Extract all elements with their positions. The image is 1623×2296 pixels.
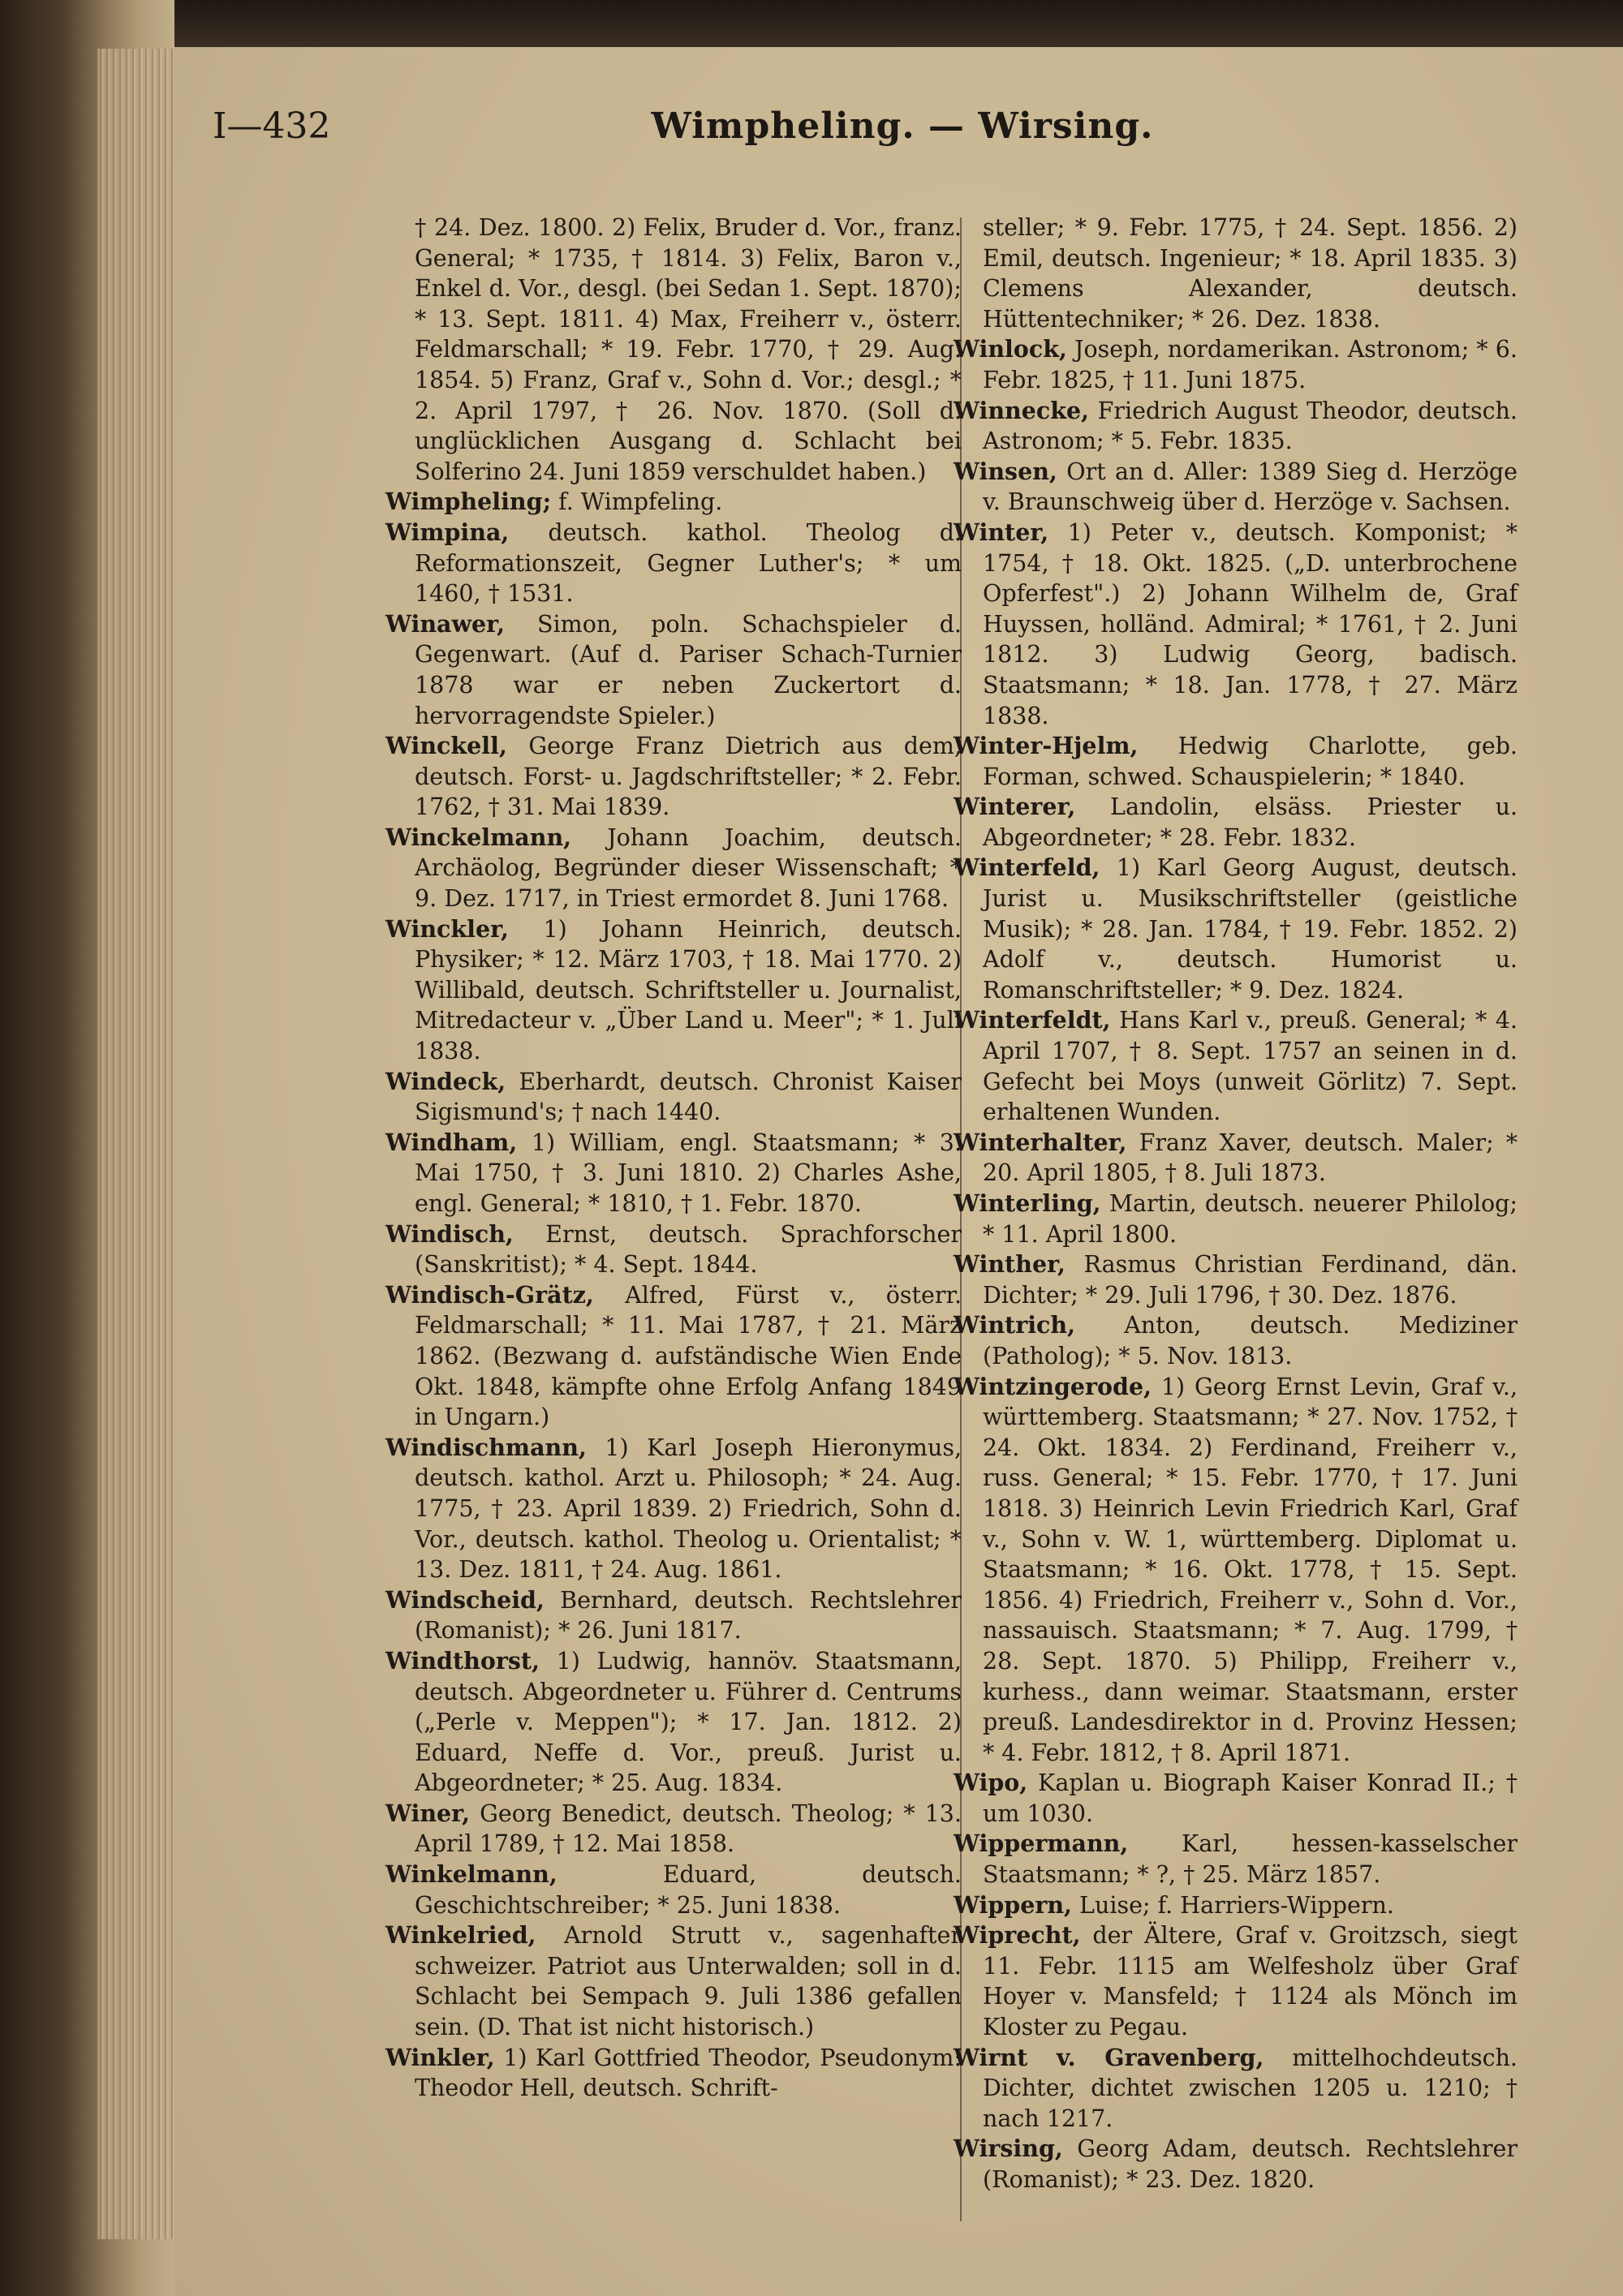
entry-headword: Winer, [385, 1799, 471, 1827]
entry-headword: Wintrich, [954, 1311, 1076, 1339]
entry-text: Hedwig Charlotte, geb. Forman, schwed. Schauspielerin; * 1840. [983, 733, 1518, 790]
entry-text: Eduard, deutsch. Geschichtschreiber; * 25. Juni 1838. [415, 1861, 962, 1919]
page-header [213, 105, 1592, 170]
entry-text: 1) Ludwig, hannöv. Staatsmann, deutsch. Abgeordneter u. Führer d. Centrums („Perle v. Meppen"); * 17. Jan. 1812. 2) Eduard, Neffe d. Vor., preuß. Jurist u. Abgeordneter; * 25. Aug. 1834. [415, 1647, 962, 1797]
entry-headword: Wirnt v. Gravenberg, [954, 2043, 1264, 2071]
entry-text: Luise; f. Harriers-Wippern. [1079, 1891, 1394, 1919]
dictionary-entry [954, 1310, 1518, 1371]
dictionary-entry [954, 1829, 1518, 1890]
dictionary-entry [385, 1860, 962, 1920]
dictionary-entry [954, 1920, 1518, 2042]
page-leaves [97, 49, 174, 2239]
dictionary-entry [954, 1005, 1518, 1127]
entry-text: Ort an d. Aller: 1389 Sieg d. Herzöge v. Braunschweig über d. Herzöge v. Sachsen. [983, 458, 1518, 516]
dictionary-entry [385, 1920, 962, 2042]
dictionary-entry [954, 1768, 1518, 1829]
entry-headword: Wimpheling; [385, 488, 552, 516]
dictionary-entry [385, 1128, 962, 1219]
entry-text: Landolin, elsäss. Priester u. Abgeordneter; * 28. Febr. 1832. [983, 793, 1518, 851]
entry-headword: Wintzingerode, [954, 1372, 1152, 1400]
entry-headword: Winsen, [954, 457, 1057, 485]
dictionary-entry [385, 1067, 962, 1128]
dictionary-entry [954, 1890, 1518, 1921]
dictionary-entry [954, 853, 1518, 1005]
entry-text: Joseph, nordamerikan. Astronom; * 6. Febr. 1825, † 11. Juni 1875. [983, 336, 1518, 393]
entry-headword: Wimpina, [385, 518, 510, 546]
entry-text: 1) Peter v., deutsch. Komponist; * 1754, † 18. Okt. 1825. („D. unterbrochene Opferfest".) 2) Johann Wilhelm de, Graf Huyssen, holländ. Admiral; * 1761, † 2. Juni 1812. 3) Ludwig Georg, badisch. Staatsmann; * 18. Jan. 1778, † 27. März 1838. [983, 518, 1518, 729]
entry-text: f. Wimpfeling. [558, 488, 723, 516]
entry-text: 1) Karl Georg August, deutsch. Jurist u. Musikschriftsteller (geistliche Musik); * 28. Jan. 1784, † 19. Febr. 1852. 2) Adolf v., deutsch. Humorist u. Romanschriftsteller; * 9. Dez. 1824. [983, 854, 1518, 1004]
entry-text: Friedrich August Theodor, deutsch. Astronom; * 5. Febr. 1835. [983, 397, 1518, 455]
running-head: Wimpheling. — Wirsing. [651, 105, 1154, 147]
entry-headword: Winkelmann, [385, 1860, 558, 1889]
entry-headword: Winckell, [385, 732, 507, 760]
dictionary-entry [954, 2043, 1518, 2135]
dictionary-entry [385, 823, 962, 914]
left-column [385, 213, 962, 2104]
entry-text: Bernhard, deutsch. Rechtslehrer (Romanist); * 26. Juni 1817. [415, 1586, 962, 1645]
entry-headword: Winckler, [385, 914, 509, 943]
dictionary-entry [954, 1372, 1518, 1769]
dictionary-entry [954, 1128, 1518, 1189]
entry-headword: Winterling, [954, 1189, 1101, 1217]
entry-text: 1) Johann Heinrich, deutsch. Physiker; * 12. März 1703, † 18. Mai 1770. 2) Willibald, deutsch. Schriftsteller u. Journalist, Mitredacteur v. „Über Land u. Meer"; * 1. Juli 1838. [415, 915, 962, 1065]
entry-headword: Wiprecht, [954, 1921, 1081, 1950]
entry-text: steller; * 9. Febr. 1775, † 24. Sept. 1856. 2) Emil, deutsch. Ingenieur; * 18. April 1835. 3) Clemens Alexander, deutsch. Hüttentechniker; * 26. Dez. 1838. [983, 214, 1518, 333]
entry-headword: Winawer, [385, 609, 506, 638]
entry-headword: Wippermann, [954, 1829, 1129, 1858]
entry-continuation [385, 213, 962, 487]
book-top-shadow [0, 0, 1623, 50]
entry-text: Rasmus Christian Ferdinand, dän. Dichter; * 29. Juli 1796, † 30. Dez. 1876. [983, 1251, 1518, 1309]
entry-headword: Winkler, [385, 2043, 495, 2071]
entry-text: Georg Adam, deutsch. Rechtslehrer (Romanist); * 23. Dez. 1820. [983, 2135, 1518, 2193]
dictionary-entry [385, 1585, 962, 1646]
entry-text: Simon, poln. Schachspieler d. Gegenwart. (Auf d. Pariser Schach-Turnier 1878 war er neben Zuckertort d. hervorragendste Spieler.) [415, 610, 962, 729]
entry-text: Alfred, Fürst v., österr. Feldmarschall; * 11. Mai 1787, † 21. März 1862. (Bezwang d. aufständische Wien Ende Okt. 1848, kämpfte ohne Erfolg Anfang 1849 in Ungarn.) [415, 1281, 962, 1431]
dictionary-entry [954, 457, 1518, 518]
entry-headword: Windisch-Grätz, [385, 1280, 594, 1309]
entry-headword: Wippern, [954, 1890, 1072, 1919]
entry-text: deutsch. kathol. Theolog d. Reformationszeit, Gegner Luther's; * um 1460, † 1531. [415, 518, 962, 608]
dictionary-entry [954, 1249, 1518, 1310]
entry-headword: Winterfeldt, [954, 1006, 1111, 1034]
entry-headword: Winterhalter, [954, 1128, 1127, 1156]
entry-headword: Windscheid, [385, 1585, 545, 1614]
entry-headword: Winther, [954, 1250, 1065, 1279]
entry-text: Eberhardt, deutsch. Chronist Kaiser Sigismund's; † nach 1440. [415, 1068, 962, 1126]
entry-text: Georg Benedict, deutsch. Theolog; * 13. April 1789, † 12. Mai 1858. [415, 1799, 962, 1858]
entry-text: 1) Karl Joseph Hieronymus, deutsch. kathol. Arzt u. Philosoph; * 24. Aug. 1775, † 23. April 1839. 2) Friedrich, Sohn d. Vor., deutsch. kathol. Theolog u. Orientalist; * 13. Dez. 1811, † 24. Aug. 1861. [415, 1434, 962, 1584]
entry-headword: Winnecke, [954, 396, 1090, 424]
entry-text: Hans Karl v., preuß. General; * 4. April 1707, † 8. Sept. 1757 an seinen in d. Gefecht bei Moys (unweit Görlitz) 7. Sept. erhaltenen Wunden. [983, 1007, 1518, 1126]
dictionary-entry [385, 1646, 962, 1799]
entry-text: † 24. Dez. 1800. 2) Felix, Bruder d. Vor., franz. General; * 1735, † 1814. 3) Felix, Baron v., Enkel d. Vor., desgl. (bei Sedan 1. Sept. 1870); * 13. Sept. 1811. 4) Max, Freiherr v., österr. Feldmarschall; * 19. Febr. 1770, † 29. Aug. 1854. 5) Franz, Graf v., Sohn d. Vor.; desgl.; * 2. April 1797, † 26. Nov. 1870. (Soll d. unglücklichen Ausgang d. Schlacht bei Solferino 24. Juni 1859 verschuldet haben.) [415, 214, 962, 485]
dictionary-entry [954, 334, 1518, 395]
entry-text: Karl, hessen-kasselscher Staatsmann; * ?, † 25. März 1857. [983, 1830, 1518, 1889]
entry-headword: Windeck, [385, 1067, 506, 1095]
entry-headword: Winter-Hjelm, [954, 732, 1139, 760]
dictionary-entry [954, 518, 1518, 731]
entry-text: Anton, deutsch. Mediziner (Patholog); * 5. Nov. 1813. [983, 1312, 1518, 1369]
entry-headword: Windisch, [385, 1219, 514, 1248]
entry-text: George Franz Dietrich aus dem, deutsch. Forst- u. Jagdschriftsteller; * 2. Febr. 1762, † 31. Mai 1839. [415, 733, 962, 821]
dictionary-entry [385, 518, 962, 609]
entry-headword: Winkelried, [385, 1921, 536, 1950]
dictionary-entry [954, 792, 1518, 853]
dictionary-entry [954, 1189, 1518, 1249]
entry-text: 1) Karl Gottfried Theodor, Pseudonym: Theodor Hell, deutsch. Schrift- [415, 2044, 962, 2102]
entry-headword: Winterfeld, [954, 853, 1100, 882]
entry-headword: Winterer, [954, 793, 1076, 821]
entry-text: der Ältere, Graf v. Groitzsch, siegt 11. Febr. 1115 am Welfesholz über Graf Hoyer v. Mansfeld; † 1124 als Mönch im Kloster zu Pegau. [983, 1922, 1518, 2041]
dictionary-entry [385, 1799, 962, 1860]
dictionary-entry [385, 731, 962, 823]
entry-headword: Windischmann, [385, 1433, 587, 1461]
entry-text: 1) William, engl. Staatsmann; * 3. Mai 1750, † 3. Juni 1810. 2) Charles Ashe, engl. General; * 1810, † 1. Febr. 1870. [415, 1129, 962, 1217]
dictionary-entry [954, 731, 1518, 792]
dictionary-entry [385, 487, 962, 518]
entry-headword: Windham, [385, 1128, 518, 1156]
page-number: I—432 [213, 105, 331, 147]
entry-text: mittelhochdeutsch. Dichter, dichtet zwischen 1205 u. 1210; † nach 1217. [983, 2044, 1518, 2132]
entry-headword: Winlock, [954, 335, 1067, 363]
entry-text: 1) Georg Ernst Levin, Graf v., württemberg. Staatsmann; * 27. Nov. 1752, † 24. Okt. 1834. 2) Ferdinand, Freiherr v., russ. General; * 15. Febr. 1770, † 17. Juni 1818. 3) Heinrich Levin Friedrich Karl, Graf v., Sohn v. W. 1, württemberg. Diplomat u. Staatsmann; * 16. Okt. 1778, † 15. Sept. 1856. 4) Friedrich, Freiherr v., Sohn d. Vor., nassauisch. Staatsmann; * 7. Aug. 1799, † 28. Sept. 1870. 5) Philipp, Freiherr v., kurhess., dann weimar. Staatsmann, erster preuß. Landesdirektor in d. Provinz Hessen; * 4. Febr. 1812, † 8. April 1871. [983, 1373, 1518, 1766]
book-page-edges [0, 0, 174, 2296]
dictionary-entry [385, 1433, 962, 1585]
entry-text: Kaplan u. Biograph Kaiser Konrad II.; † um 1030. [983, 1769, 1518, 1827]
entry-headword: Windthorst, [385, 1646, 540, 1675]
entry-text: Arnold Strutt v., sagenhafter schweizer. Patriot aus Unterwalden; soll in d. Schlacht bei Sempach 9. Juli 1386 gefallen sein. (D. That ist nicht historisch.) [415, 1922, 962, 2041]
entry-headword: Winter, [954, 518, 1049, 546]
dictionary-entry [954, 396, 1518, 457]
entry-continuation [954, 213, 1518, 334]
entry-headword: Winckelmann, [385, 823, 572, 851]
entry-text: Ernst, deutsch. Sprachforscher (Sanskritist); * 4. Sept. 1844. [415, 1220, 962, 1279]
entry-text: Johann Joachim, deutsch. Archäolog, Begründer dieser Wissenschaft; * 9. Dez. 1717, in Triest ermordet 8. Juni 1768. [415, 823, 962, 913]
entry-text: Martin, deutsch. neuerer Philolog; * 11. April 1800. [983, 1190, 1518, 1248]
dictionary-entry [385, 1219, 962, 1280]
dictionary-entry [385, 914, 962, 1067]
dictionary-entry [385, 1280, 962, 1433]
dictionary-entry [954, 2134, 1518, 2195]
dictionary-entry [385, 609, 962, 731]
right-column [954, 213, 1518, 2195]
entry-headword: Wipo, [954, 1769, 1028, 1797]
entry-text: Franz Xaver, deutsch. Maler; * 20. April 1805, † 8. Juli 1873. [983, 1129, 1518, 1187]
dictionary-entry [385, 2043, 962, 2104]
entry-headword: Wirsing, [954, 2135, 1063, 2163]
